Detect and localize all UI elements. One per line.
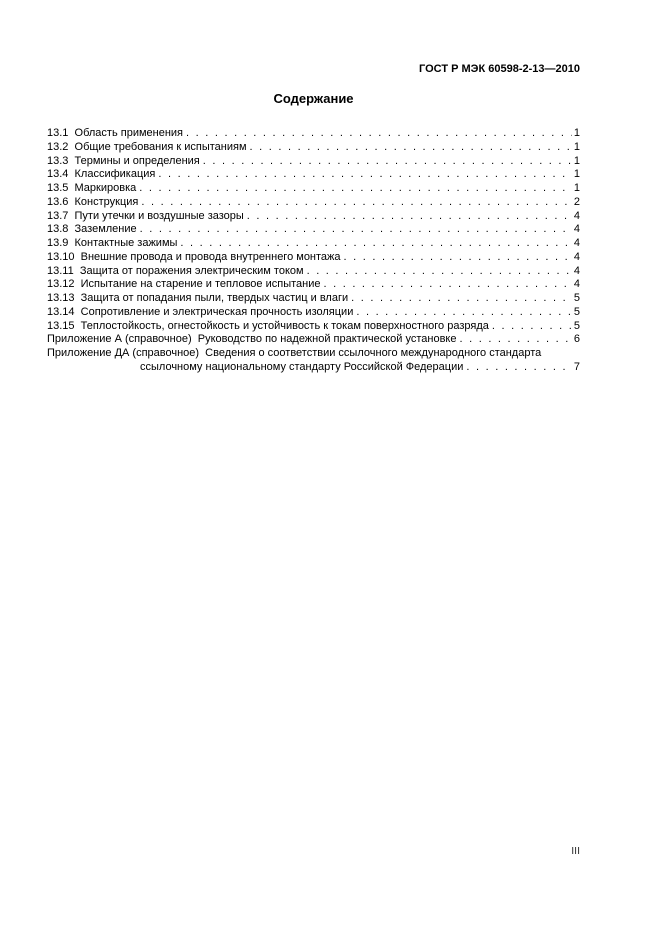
- toc-entry-page: 4: [573, 209, 580, 222]
- toc-leader-dots: [139, 182, 572, 196]
- toc-entry: [47, 223, 580, 237]
- toc-entry-text: 13.5 Маркировка: [47, 182, 137, 194]
- toc-entry-page: 4: [573, 264, 580, 277]
- toc-entry-text: 13.13 Защита от попадания пыли, твердых частиц и влаги: [47, 292, 349, 304]
- toc-entry-text: 13.6 Конструкция: [47, 195, 139, 208]
- toc-entry-page: 1: [573, 168, 580, 181]
- toc-entry-page: 5: [573, 292, 580, 304]
- toc-entry-page: 7: [573, 360, 580, 373]
- toc-entry-text: Приложение А (справочное) Руководство по надежной практической установке: [47, 333, 457, 346]
- toc-entry-text: 13.11 Защита от поражения электрическим током: [47, 264, 304, 277]
- toc-entry-page: 1: [573, 127, 580, 139]
- toc-entry: [47, 292, 580, 306]
- toc-leader-dots: [158, 168, 571, 182]
- toc-entry: [47, 278, 580, 292]
- toc-entry-text: 13.7 Пути утечки и воздушные зазоры: [47, 209, 244, 222]
- toc-entry-page: 5: [573, 305, 580, 318]
- table-of-contents: [47, 127, 580, 375]
- toc-entry-text: 13.12 Испытание на старение и тепловое испытание: [47, 278, 321, 291]
- toc-leader-dots: [141, 196, 572, 210]
- toc-leader-dots: [247, 210, 572, 224]
- toc-leader-dots: [356, 306, 572, 320]
- toc-entry-continuation: [47, 361, 580, 375]
- toc-entry: [47, 347, 580, 361]
- toc-entry-page: 5: [573, 319, 580, 332]
- toc-leader-dots: [323, 278, 571, 292]
- toc-entry: [47, 251, 580, 265]
- toc-entry: [47, 127, 580, 141]
- toc-entry-text: 13.1 Область применения: [47, 127, 184, 139]
- toc-leader-dots: [140, 223, 572, 237]
- toc-leader-dots: [307, 265, 572, 279]
- document-code: ГОСТ Р МЭК 60598-2-13—2010: [419, 63, 580, 75]
- toc-entry-page: 1: [573, 140, 580, 153]
- toc-entry: [47, 155, 580, 169]
- page-title: Содержание: [273, 91, 354, 106]
- toc-leader-dots: [186, 127, 572, 141]
- toc-entry: [47, 182, 580, 196]
- toc-entry: [47, 306, 580, 320]
- toc-entry-page: 4: [573, 223, 580, 236]
- toc-entry-page: 4: [573, 250, 580, 263]
- toc-entry-text: 13.8 Заземление: [47, 223, 137, 236]
- toc-entry: [47, 320, 580, 334]
- toc-entry-text: 13.9 Контактные зажимы: [47, 237, 178, 249]
- toc-entry: [47, 237, 580, 251]
- toc-entry-text: 13.2 Общие требования к испытаниям: [47, 140, 247, 153]
- toc-leader-dots: [344, 251, 572, 265]
- page-number: III: [571, 845, 580, 857]
- toc-entry: [47, 333, 580, 347]
- toc-entry-text: 13.14 Сопротивление и электрическая прочность изоляции: [47, 305, 354, 318]
- toc-leader-dots: [351, 292, 572, 306]
- toc-entry: [47, 141, 580, 155]
- toc-entry: [47, 196, 580, 210]
- toc-leader-dots: [180, 237, 571, 251]
- toc-entry-page: 4: [573, 278, 580, 291]
- toc-entry-text: ссылочному национальному стандарту Российской Федерации: [140, 360, 464, 373]
- toc-entry-text: 13.15 Теплостойкость, огнестойкость и устойчивость к токам поверхностного разряда: [47, 319, 489, 332]
- toc-entry-text: 13.4 Классификация: [47, 168, 156, 181]
- toc-leader-dots: [203, 155, 572, 169]
- toc-entry-text: 13.3 Термины и определения: [47, 154, 200, 167]
- toc-leader-dots: [250, 141, 572, 155]
- toc-entry: [47, 265, 580, 279]
- toc-entry-page: 2: [573, 195, 580, 208]
- page-content: [47, 0, 580, 936]
- toc-leader-dots: [466, 361, 572, 375]
- toc-entry-page: 1: [573, 154, 580, 167]
- toc-leader-dots: [492, 320, 572, 334]
- toc-leader-dots: [459, 333, 571, 347]
- toc-entry-page: 1: [573, 182, 580, 194]
- toc-entry-page: 4: [573, 237, 580, 249]
- toc-entry-text: 13.10 Внешние провода и провода внутреннего монтажа: [47, 250, 341, 263]
- toc-entry: [47, 210, 580, 224]
- toc-entry-text: Приложение ДА (справочное) Сведения о соответствии ссылочного международного стандарта: [47, 347, 542, 359]
- toc-entry: [47, 168, 580, 182]
- toc-entry-page: 6: [573, 333, 580, 346]
